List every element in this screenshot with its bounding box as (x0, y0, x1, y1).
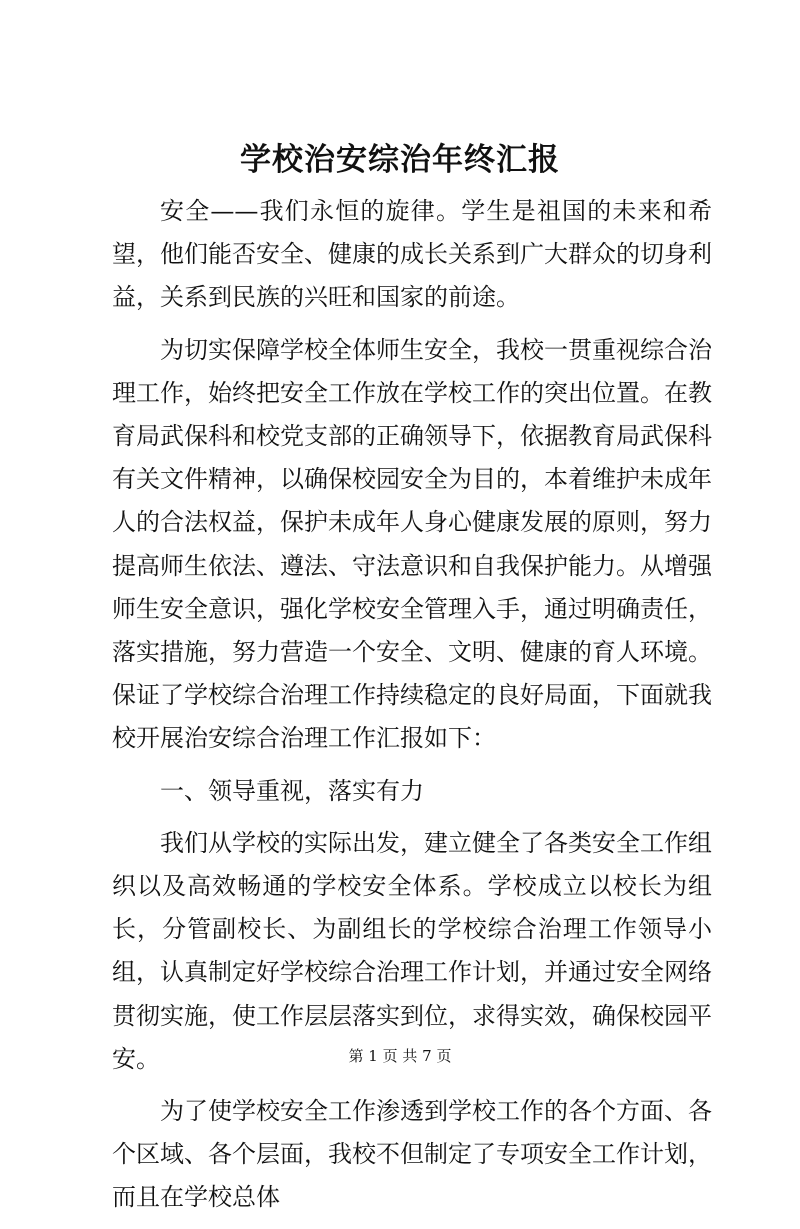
page-number-label: 第 1 页 共 7 页 (348, 1047, 452, 1065)
document-body (112, 190, 712, 1229)
page-footer (0, 1046, 800, 1066)
document-title: 学校治安综治年终汇报 (240, 142, 560, 178)
section-heading-1: 一、领导重视，落实有力 (160, 776, 424, 805)
paragraph-overview: 为切实保障学校全体师生安全，我校一贯重视综合治理工作，始终把安全工作放在学校工作的突出位置。在教育局武保科和校党支部的正确领导下，依据教育局武保科有关文件精神，以确保校园安全为目的，本着维护未成年人的合法权益，保护未成年人身心健康发展的原则，努力提高师生依法、遵法、守法意识和自我保护能力。从增强师生安全意识，强化学校安全管理入手，通过明确责任，落实措施，努力营造一个安全、文明、健康的育人环境。保证了学校综合治理工作持续稳定的良好局面，下面就我校开展治安综合治理工作汇报如下： (112, 335, 712, 753)
paragraph-safety-plan: 为了使学校安全工作渗透到学校工作的各个方面、各个区域、各个层面，我校不但制定了专项安全工作计划，而且在学校总体 (112, 1097, 712, 1212)
paragraph-intro: 安全——我们永恒的旋律。学生是祖国的未来和希望，他们能否安全、健康的成长关系到广大群众的切身利益，关系到民族的兴旺和国家的前途。 (112, 197, 712, 312)
paragraph-organization: 我们从学校的实际出发，建立健全了各类安全工作组织以及高效畅通的学校安全体系。学校成立以校长为组长，分管副校长、为副组长的学校综合治理工作领导小组，认真制定好学校综合治理工作计划，并通过安全网络贯彻实施，使工作层层落实到位，求得实效，确保校园平安。 (112, 828, 712, 1073)
